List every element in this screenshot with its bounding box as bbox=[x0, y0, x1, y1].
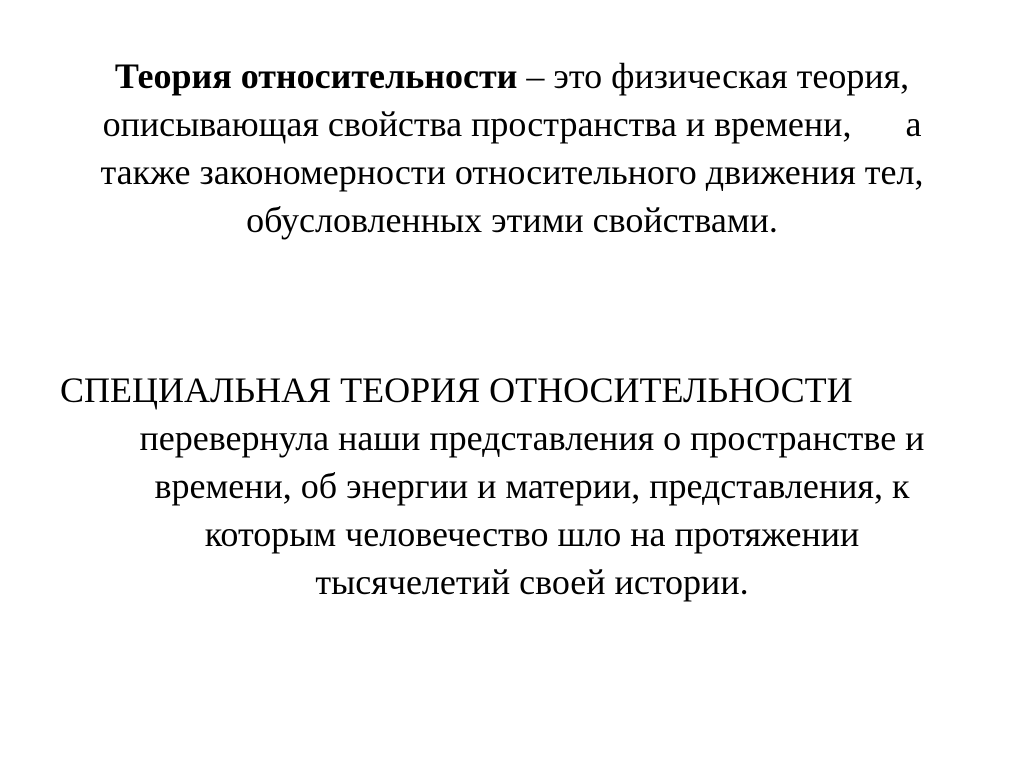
special-relativity-heading: СПЕЦИАЛЬНАЯ ТЕОРИЯ ОТНОСИТЕЛЬНОСТИ bbox=[60, 370, 853, 410]
definition-line-4: обусловленных этими свойствами. bbox=[246, 200, 778, 240]
definition-line-1-rest: – это физическая теория, bbox=[517, 56, 910, 96]
special-line-4: тысячелетий своей истории. bbox=[315, 562, 749, 602]
special-line-3: которым человечество шло на протяжении bbox=[204, 514, 860, 554]
special-relativity-paragraph bbox=[30, 366, 994, 606]
term-theory-of-relativity: Теория относительности bbox=[114, 56, 518, 96]
definition-paragraph bbox=[30, 52, 994, 244]
special-line-1: перевернула наши представления о пространстве и bbox=[139, 418, 925, 458]
definition-line-2: описывающая свойства пространства и времени, а bbox=[102, 104, 922, 144]
special-line-2: времени, об энергии и материи, представления, к bbox=[154, 466, 910, 506]
definition-line-3: также закономерности относительного движения тел, bbox=[100, 152, 924, 192]
special-relativity-body bbox=[30, 414, 994, 606]
definition-line-1 bbox=[30, 52, 994, 100]
